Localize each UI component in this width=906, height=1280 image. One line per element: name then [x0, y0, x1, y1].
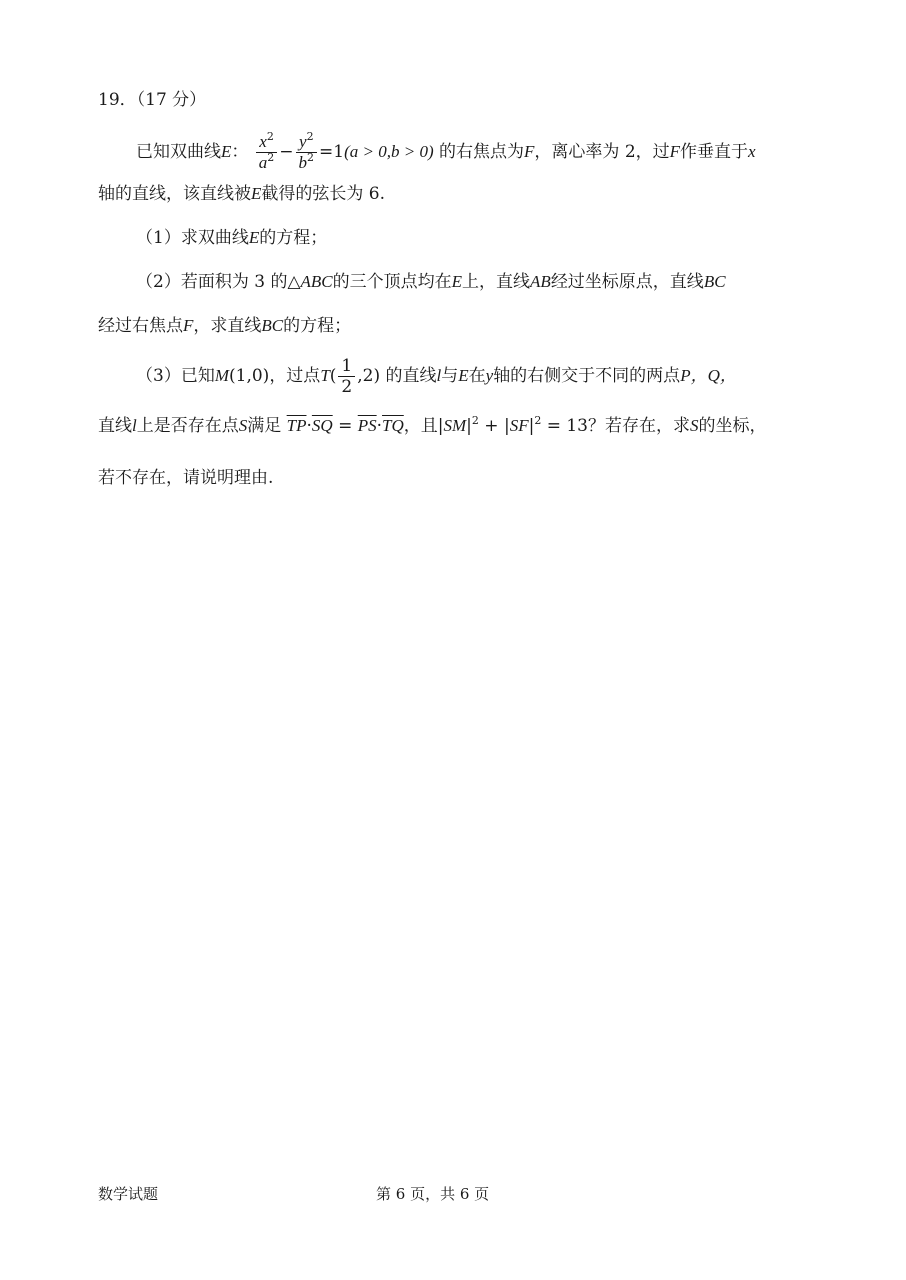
part-3-line-3: 若不存在，请说明理由.	[98, 468, 274, 488]
part-3-line-2: 直线l上是否存在点S满足 $\overline{TP}\cdot\overline{SQ} = \overline{PS}\cdot\overline{TQ}$，且$|SM|^2 + |SF|^2 = 13$？若存在，求S的坐标，	[98, 414, 767, 436]
fraction-x2-a2: $\frac{x^2}{a^2}$	[256, 132, 278, 173]
problem-intro-line-1: 已知双曲线E： $\frac{x^2}{a^2}$ − $\frac{y^2}{b^2}$ =1(a > 0,b > 0) 的右焦点为F，离心率为 2，过F作垂直于x	[136, 130, 756, 172]
footer-subject: 数学试题	[98, 1185, 159, 1203]
problem-number: 19．（17 分）	[98, 90, 207, 110]
part-2-line-1: （2）若面积为 3 的△ABC的三个顶点均在E上，直线AB经过坐标原点，直线BC	[136, 272, 726, 292]
part-3-line-1: （3）已知M(1,0)，过点T( $\frac{1}{2}$ ,2) 的直线l与E在y轴的右侧交于不同的两点P，Q，	[136, 356, 737, 397]
part-2-line-2: 经过右焦点F，求直线BC的方程；	[98, 316, 352, 336]
vector-tp: $\overline{TP}$	[286, 416, 307, 435]
vector-ps: $\overline{PS}$	[357, 416, 377, 435]
vector-tq: $\overline{TQ}$	[382, 416, 404, 435]
footer-page-number: 第 6 页，共 6 页	[376, 1185, 490, 1203]
fraction-one-half: $\frac{1}{2}$	[338, 356, 355, 397]
problem-intro-line-2: 轴的直线，该直线被E截得的弦长为 6.	[98, 184, 386, 204]
part-1: （1）求双曲线E的方程；	[136, 228, 328, 248]
fraction-y2-b2: $\frac{y^2}{b^2}$	[296, 132, 318, 173]
vector-sq: $\overline{SQ}$	[311, 416, 333, 435]
